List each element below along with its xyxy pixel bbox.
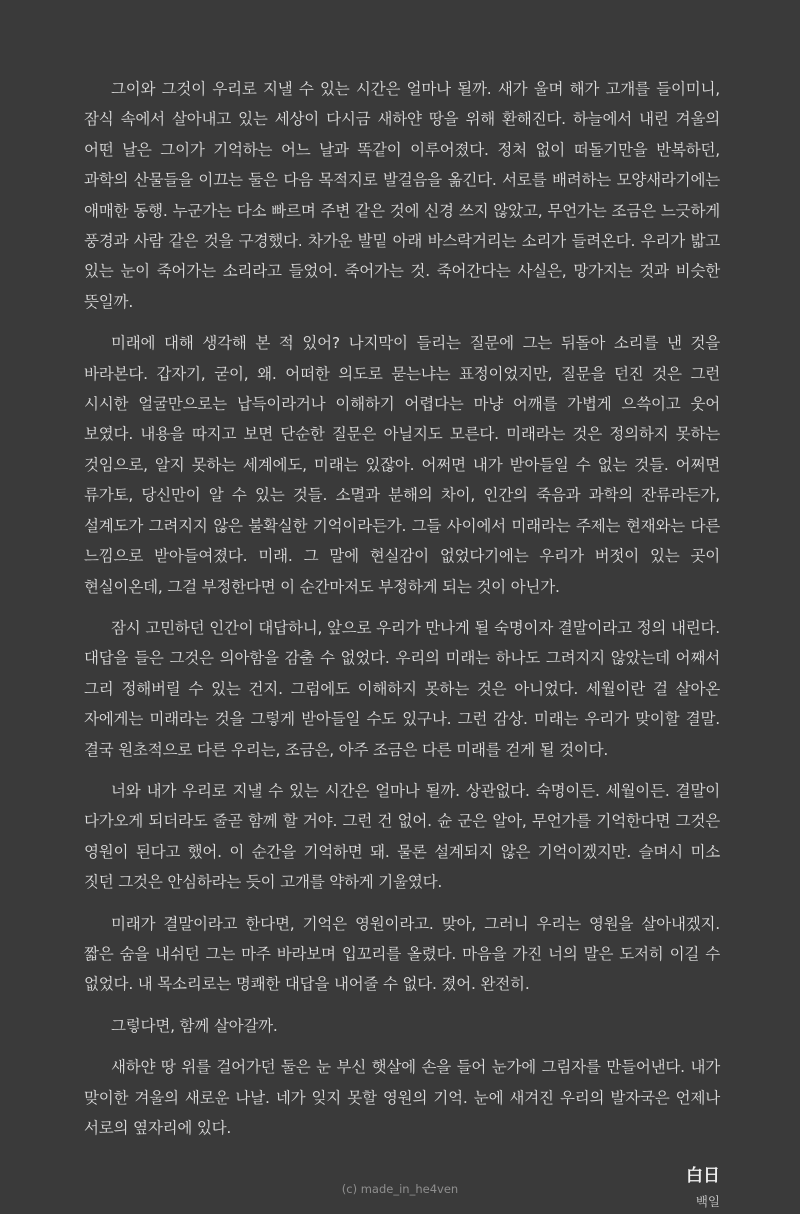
- signature-subtitle: 백일: [695, 1194, 720, 1210]
- paragraph: 너와 내가 우리로 지낼 수 있는 시간은 얼마나 될까. 상관없다. 숙명이든. 세월이든. 결말이 다가오게 되더라도 줄곧 함께 할 거야. 그런 건 없어. 슌 군은 알아, 무언가를 기억한다면 그것은 영원이 된다고 했어. 이 순간을 기억하면 돼. 물론 설계되지 않은 기억이겠지만. 슬며시 미소 짓던 그것은 안심하라는 듯이 고개를 약하게 기울였다.: [84, 781, 720, 892]
- signature-title: 白日: [686, 1166, 720, 1187]
- paragraph: 그이와 그것이 우리로 지낼 수 있는 시간은 얼마나 될까. 새가 울며 해가 고개를 들이미니, 잠식 속에서 살아내고 있는 세상이 다시금 새하얀 땅을 위해 환해진다. 하늘에서 내린 겨울의 어떤 날은 그이가 기억하는 어느 날과 똑같이 이루어졌다. 정처 없이 떠돌기만을 반복하던, 과학의 산물들을 이끄는 둘은 다음 목적지로 발걸음을 옮긴다. 서로를 배려하는 모양새라기에는 애매한 동행. 누군가는 다소 빠르며 주변 같은 것에 신경 쓰지 않았고, 무언가는 조금은 느긋하게 풍경과 사람 같은 것을 구경했다. 차가운 발밑 아래 바스락거리는 소리가 들려온다. 우리가 밟고 있는 눈이 죽어가는 소리라고 들었어. 죽어가는 것. 죽어간다는 사실은, 망가지는 것과 비슷한 뜻일까.: [84, 80, 720, 311]
- paragraph: 미래에 대해 생각해 본 적 있어? 나지막이 들리는 질문에 그는 뒤돌아 소리를 낸 것을 바라본다. 갑자기, 굳이, 왜. 어떠한 의도로 묻는냐는 표정이었지만, 질문을 던진 것은 그런 시시한 얼굴만으로는 납득이라거나 이해하기 어렵다는 마냥 어깨를 가볍게 으쓱이고 웃어 보였다. 내용을 따지고 보면 단순한 질문은 아닐지도 모른다. 미래라는 것은 정의하지 못하는 것임으로, 알지 못하는 세계에도, 미래는 있잖아. 어쩌면 내가 받아들일 수 없는 것들. 어쩌면 류가토, 당신만이 알 수 있는 것들. 소멸과 분해의 차이, 인간의 죽음과 과학의 잔류라든가, 설계도가 그려지지 않은 불확실한 기억이라든가. 그들 사이에서 미래라는 주제는 현재와는 다른 느낌으로 받아들여졌다. 미래. 그 말에 현실감이 없었다기에는 우리가 버젓이 있는 곳이 현실이온데, 그걸 부정한다면 이 순간마저도 부정하게 되는 것이 아닌가.: [84, 334, 720, 596]
- paragraph: 잠시 고민하던 인간이 대답하니, 앞으로 우리가 만나게 될 숙명이자 결말이라고 정의 내린다. 대답을 들은 그것은 의아함을 감출 수 없었다. 우리의 미래는 하나도 그려지지 않았는데 어째서 그리 정해버릴 수 있는 건지. 그럼에도 이해하지 못하는 것은 아니었다. 세월이란 걸 살아온 자에게는 미래라는 것을 그렇게 받아들일 수도 있구나. 그런 감상. 미래는 우리가 맞이할 결말. 결국 원초적으로 다른 우리는, 조금은, 아주 조금은 다른 미래를 걷게 될 것이다.: [84, 618, 720, 759]
- paragraph: 새하얀 땅 위를 걸어가던 둘은 눈 부신 햇살에 손을 들어 눈가에 그림자를 만들어낸다. 내가 맞이한 겨울의 새로운 나날. 네가 잊지 못할 영원의 기억. 눈에 새겨진 우리의 발자국은 언제나 서로의 옆자리에 있다.: [84, 1058, 720, 1137]
- paragraph: 미래가 결말이라고 한다면, 기억은 영원이라고. 맞아, 그러니 우리는 영원을 살아내겠지. 짧은 숨을 내쉬던 그는 마주 바라보며 입꼬리를 올렸다. 마음을 가진 너의 말은 도저히 이길 수 없었다. 내 목소리로는 명쾌한 대답을 내어줄 수 없다. 졌어. 완전히.: [84, 914, 720, 994]
- paragraph: 그렇다면, 함께 살아갈까.: [111, 1016, 278, 1035]
- story-body: [84, 74, 720, 1212]
- copyright-footer: (c) made_in_he4ven: [341, 1182, 459, 1196]
